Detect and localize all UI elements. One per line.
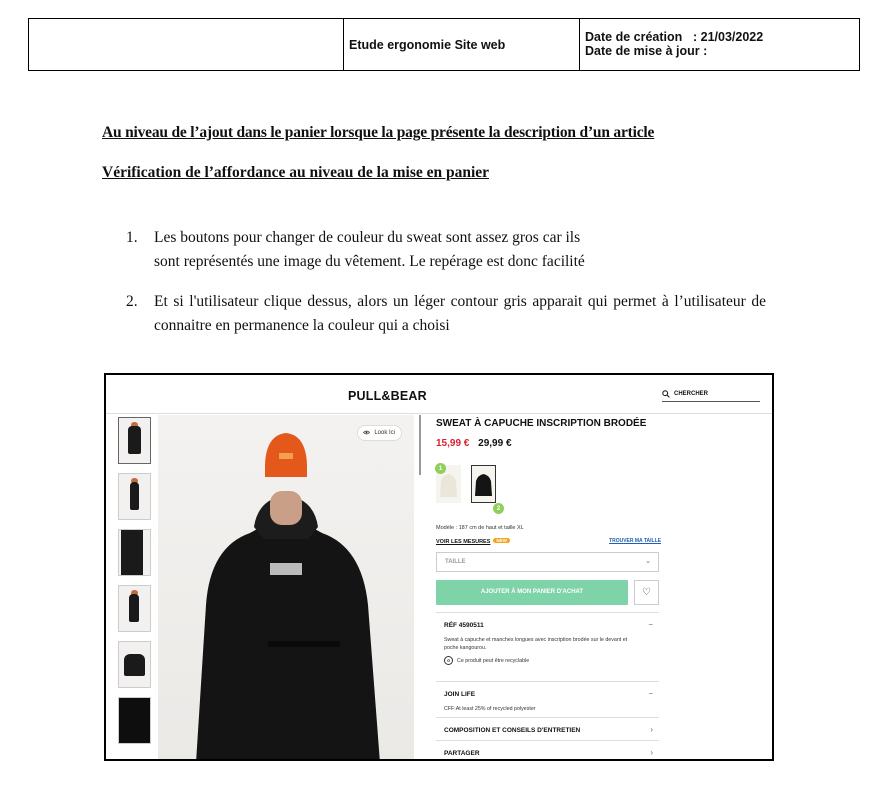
model-info: Modèle : 187 cm de haut et taille XL xyxy=(436,525,524,531)
measures-link[interactable]: VOIR LES MESURES NEW xyxy=(436,538,510,545)
study-title: Etude ergonomie Site web xyxy=(344,19,580,70)
list-text: Et si l'utilisateur clique dessus, alors un léger contour gris apparait qui permet à l’utilisateur de connaitre en permanence la couleur qui a choisi xyxy=(154,293,766,334)
thumbnail[interactable] xyxy=(118,641,151,688)
add-to-cart-button[interactable]: AJOUTER À MON PANIER D'ACHAT xyxy=(436,580,628,605)
search-icon xyxy=(662,390,670,398)
chevron-down-icon: ⌄ xyxy=(645,558,651,565)
list-text-line: Les boutons pour changer de couleur du sweat sont assez gros car ils xyxy=(154,229,581,246)
dates-cell xyxy=(580,19,859,70)
brand-logo[interactable]: PULL&BEAR xyxy=(348,389,427,403)
size-placeholder: TAILLE xyxy=(445,559,466,565)
subsection-heading: Vérification de l’affordance au niveau de la mise en panier xyxy=(102,164,490,181)
product-photo xyxy=(158,415,414,761)
collapse-icon[interactable]: − xyxy=(648,620,653,629)
section-description: Sweat à capuche et manches longues avec inscription brodée sur le devant et poche kangourou. xyxy=(444,637,628,651)
recycle-icon: ♻ xyxy=(444,656,453,665)
share-section[interactable] xyxy=(436,740,659,761)
thumbnail[interactable] xyxy=(118,697,151,744)
list-number: 1. xyxy=(126,229,138,246)
thumbnail-strip xyxy=(118,417,151,753)
annotation-badge: 2 xyxy=(493,503,504,514)
section-description: CFF:At least 25% of recycled polyester xyxy=(444,706,536,712)
eye-icon xyxy=(363,430,370,435)
eco-note: Ce produit peut être recyclable xyxy=(457,657,530,664)
new-tag: NEW xyxy=(493,538,510,543)
header-empty-cell xyxy=(29,19,344,70)
section-title: JOIN LIFE xyxy=(444,691,476,698)
color-swatch-black[interactable] xyxy=(471,465,496,503)
search-field[interactable] xyxy=(662,391,760,402)
creation-date-label: Date de création xyxy=(585,30,683,44)
color-selector xyxy=(436,463,536,513)
annotation-badge: 1 xyxy=(435,463,446,474)
scrollbar[interactable] xyxy=(419,415,421,475)
collapse-icon[interactable]: − xyxy=(648,689,653,698)
section-heading: Au niveau de l’ajout dans le panier lorsque la page présente la description d’un article xyxy=(102,124,655,141)
update-date-label: Date de mise à jour : xyxy=(585,44,708,58)
section-title: COMPOSITION ET CONSEILS D'ENTRETIEN xyxy=(444,727,581,734)
thumbnail[interactable] xyxy=(118,585,151,632)
join-life-section[interactable] xyxy=(436,681,659,718)
composition-section[interactable] xyxy=(436,717,659,741)
thumbnail[interactable] xyxy=(118,417,151,464)
creation-date-value: : 21/03/2022 xyxy=(693,30,764,44)
model-wearing-hoodie-image xyxy=(158,415,414,761)
section-title: RÉF 4590511 xyxy=(444,622,484,629)
look-button-label: Look Ici xyxy=(374,430,395,436)
size-select[interactable] xyxy=(436,552,659,572)
heart-icon: ♡ xyxy=(642,587,651,598)
product-page-screenshot xyxy=(104,373,774,761)
look-button[interactable] xyxy=(357,425,402,441)
product-title: SWEAT À CAPUCHE INSCRIPTION BRODÉE xyxy=(436,418,647,429)
section-title: PARTAGER xyxy=(444,750,480,757)
chevron-right-icon: › xyxy=(650,725,653,734)
search-label: CHERCHER xyxy=(674,391,709,397)
list-number: 2. xyxy=(126,293,138,310)
sale-price: 15,99 € xyxy=(436,438,470,449)
site-topbar xyxy=(106,375,772,414)
chevron-right-icon: › xyxy=(650,748,653,757)
thumbnail[interactable] xyxy=(118,529,151,576)
regular-price: 29,99 € xyxy=(478,438,512,449)
wishlist-button[interactable] xyxy=(634,580,659,605)
thumbnail[interactable] xyxy=(118,473,151,520)
find-size-link[interactable]: TROUVER MA TAILLE xyxy=(609,538,661,544)
reference-section[interactable] xyxy=(436,612,659,673)
document-header-table xyxy=(28,18,860,71)
price-row xyxy=(436,438,512,449)
list-text-line: sont représentés une image du vêtement. Le repérage est donc facilité xyxy=(154,253,585,270)
